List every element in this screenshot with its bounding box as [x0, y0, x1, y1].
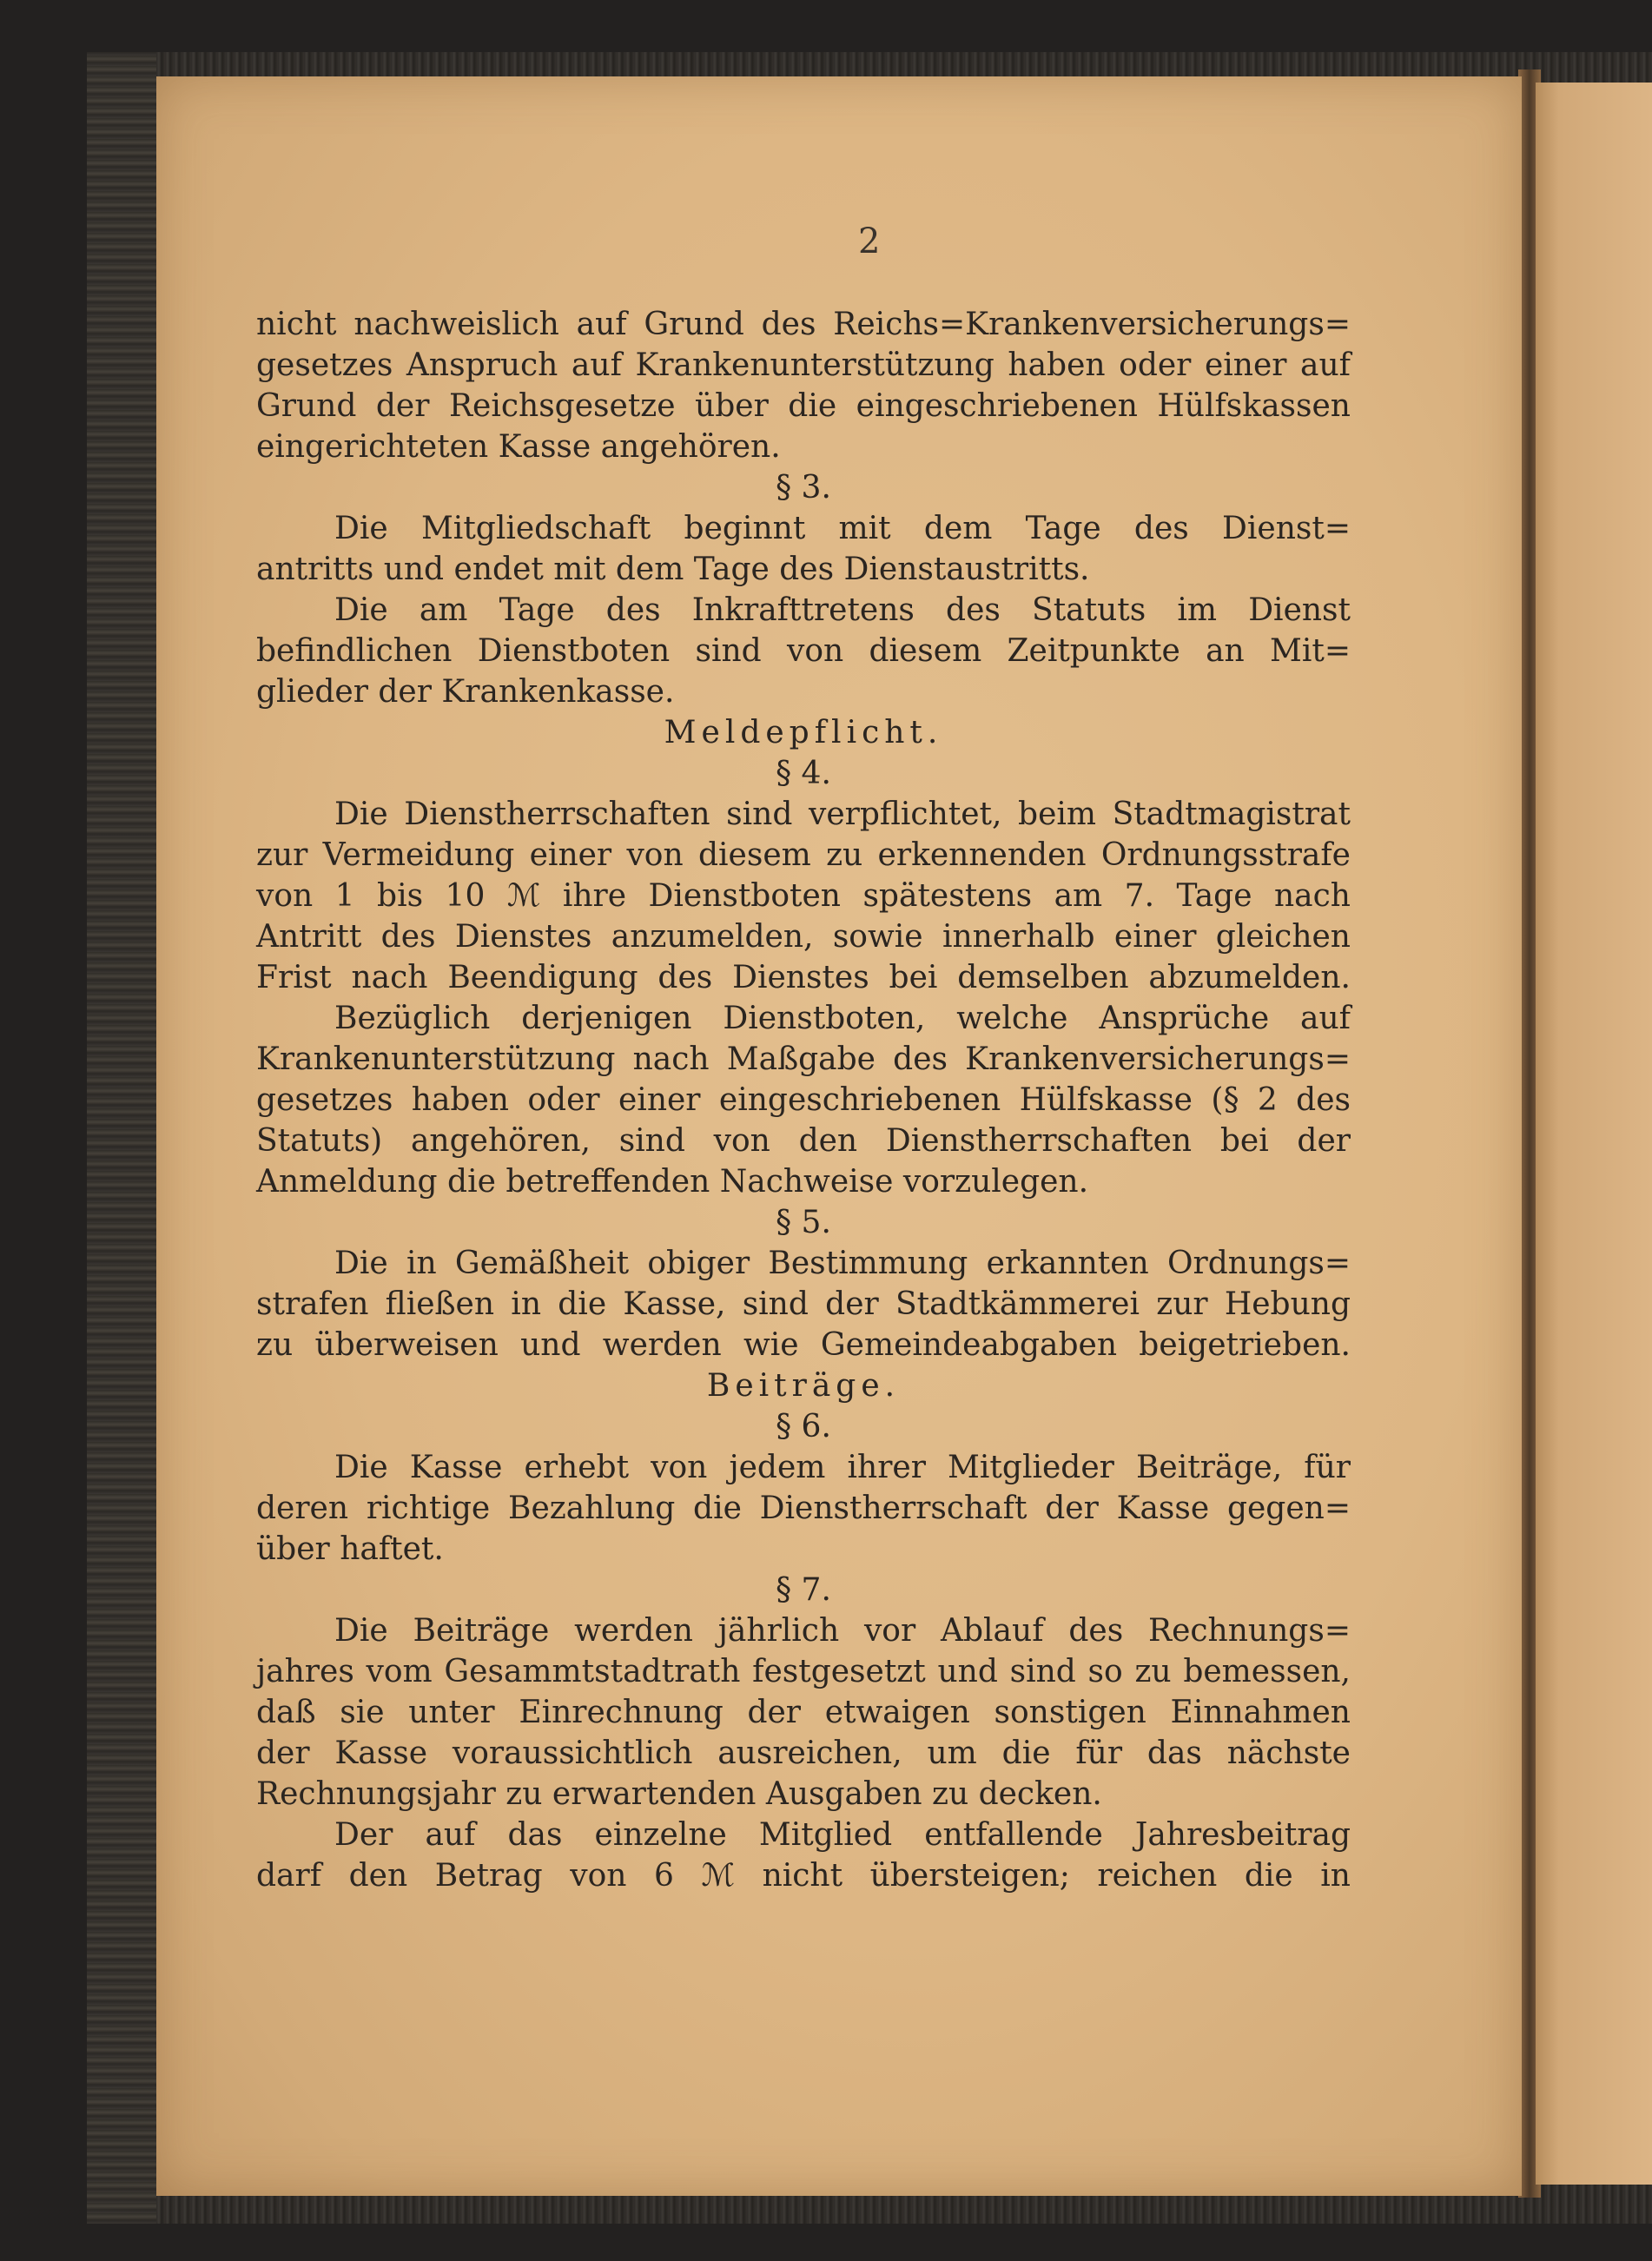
paragraph-first-line: Die Mitgliedschaft beginnt mit dem Tage des Dienst=: [334, 511, 1351, 546]
page-text-body: [256, 304, 1351, 1896]
text-line: Antritt des Dienstes anzumelden, sowie innerhalb einer gleichen: [256, 919, 1351, 955]
text-line: nicht nachweislich auf Grund des Reichs=Krankenversicherungs=: [256, 307, 1351, 342]
text-line: zu überweisen und werden wie Gemeindeabgaben beigetrieben.: [256, 1327, 1351, 1363]
paragraph-last-line: über haftet.: [256, 1531, 444, 1567]
paragraph-last-line: eingerichteten Kasse angehören.: [256, 429, 781, 465]
paragraph-first-line: Die Dienstherrschaften sind verpflichtet, beim Stadtmagistrat: [334, 797, 1351, 832]
text-line: Statuts) angehören, sind von den Dienstherrschaften bei der: [256, 1123, 1351, 1159]
paragraph-first-line: Die in Gemäßheit obiger Bestimmung erkannten Ordnungs=: [334, 1246, 1351, 1281]
text-line: darf den Betrag von 6 ℳ nicht übersteigen; reichen die in: [256, 1858, 1351, 1894]
text-line: jahres vom Gesammtstadtrath festgesetzt und sind so zu bemessen,: [256, 1654, 1351, 1689]
section-heading: Beiträge.: [706, 1368, 901, 1404]
next-page-edge: [1536, 83, 1652, 2185]
text-line: der Kasse voraussichtlich ausreichen, um die für das nächste: [256, 1735, 1351, 1771]
text-line: daß sie unter Einrechnung der etwaigen sonstigen Einnahmen: [256, 1695, 1351, 1730]
paragraph-first-line: Die Kasse erhebt von jedem ihrer Mitglieder Beiträge, für: [334, 1450, 1351, 1485]
text-line: von 1 bis 10 ℳ ihre Dienstboten spätestens am 7. Tage nach: [256, 878, 1351, 914]
text-line: Frist nach Beendigung des Dienstes bei demselben abzumelden.: [256, 960, 1351, 995]
section-number: § 7.: [776, 1572, 831, 1608]
book-board-left: [87, 52, 156, 2224]
section-number: § 3.: [776, 470, 831, 506]
text-line: gesetzes Anspruch auf Krankenunterstützung haben oder einer auf: [256, 347, 1351, 383]
section-number: § 6.: [776, 1409, 831, 1445]
text-line: befindlichen Dienstboten sind von diesem Zeitpunkte an Mit=: [256, 633, 1351, 669]
text-line: Krankenunterstützung nach Maßgabe des Krankenversicherungs=: [256, 1041, 1351, 1077]
text-line: zur Vermeidung einer von diesem zu erkennenden Ordnungsstrafe: [256, 837, 1351, 873]
section-heading: Meldepflicht.: [664, 715, 943, 750]
section-number: § 5.: [776, 1205, 831, 1240]
text-line: Grund der Reichsgesetze über die eingeschriebenen Hülfskassen: [256, 388, 1351, 424]
paragraph-last-line: glieder der Krankenkasse.: [256, 674, 675, 710]
paragraph-first-line: Die Beiträge werden jährlich vor Ablauf des Rechnungs=: [334, 1613, 1351, 1649]
section-number: § 4.: [776, 756, 831, 791]
paragraph-first-line: Bezüglich derjenigen Dienstboten, welche Ansprüche auf: [334, 1001, 1351, 1036]
paragraph-last-line: Rechnungsjahr zu erwartenden Ausgaben zu decken.: [256, 1776, 1102, 1812]
paragraph-last-line: antritts und endet mit dem Tage des Dienstaustritts.: [256, 552, 1090, 587]
paragraph-first-line: Der auf das einzelne Mitglied entfallende Jahresbeitrag: [334, 1817, 1351, 1853]
page-number: 2: [858, 221, 881, 261]
text-line: gesetzes haben oder einer eingeschriebenen Hülfskasse (§ 2 des: [256, 1082, 1351, 1118]
text-line: strafen fließen in die Kasse, sind der Stadtkämmerei zur Hebung: [256, 1286, 1351, 1322]
text-line: deren richtige Bezahlung die Dienstherrschaft der Kasse gegen=: [256, 1491, 1351, 1526]
paragraph-first-line: Die am Tage des Inkrafttretens des Statuts im Dienst: [334, 592, 1351, 628]
paragraph-last-line: Anmeldung die betreffenden Nachweise vorzulegen.: [256, 1164, 1089, 1200]
